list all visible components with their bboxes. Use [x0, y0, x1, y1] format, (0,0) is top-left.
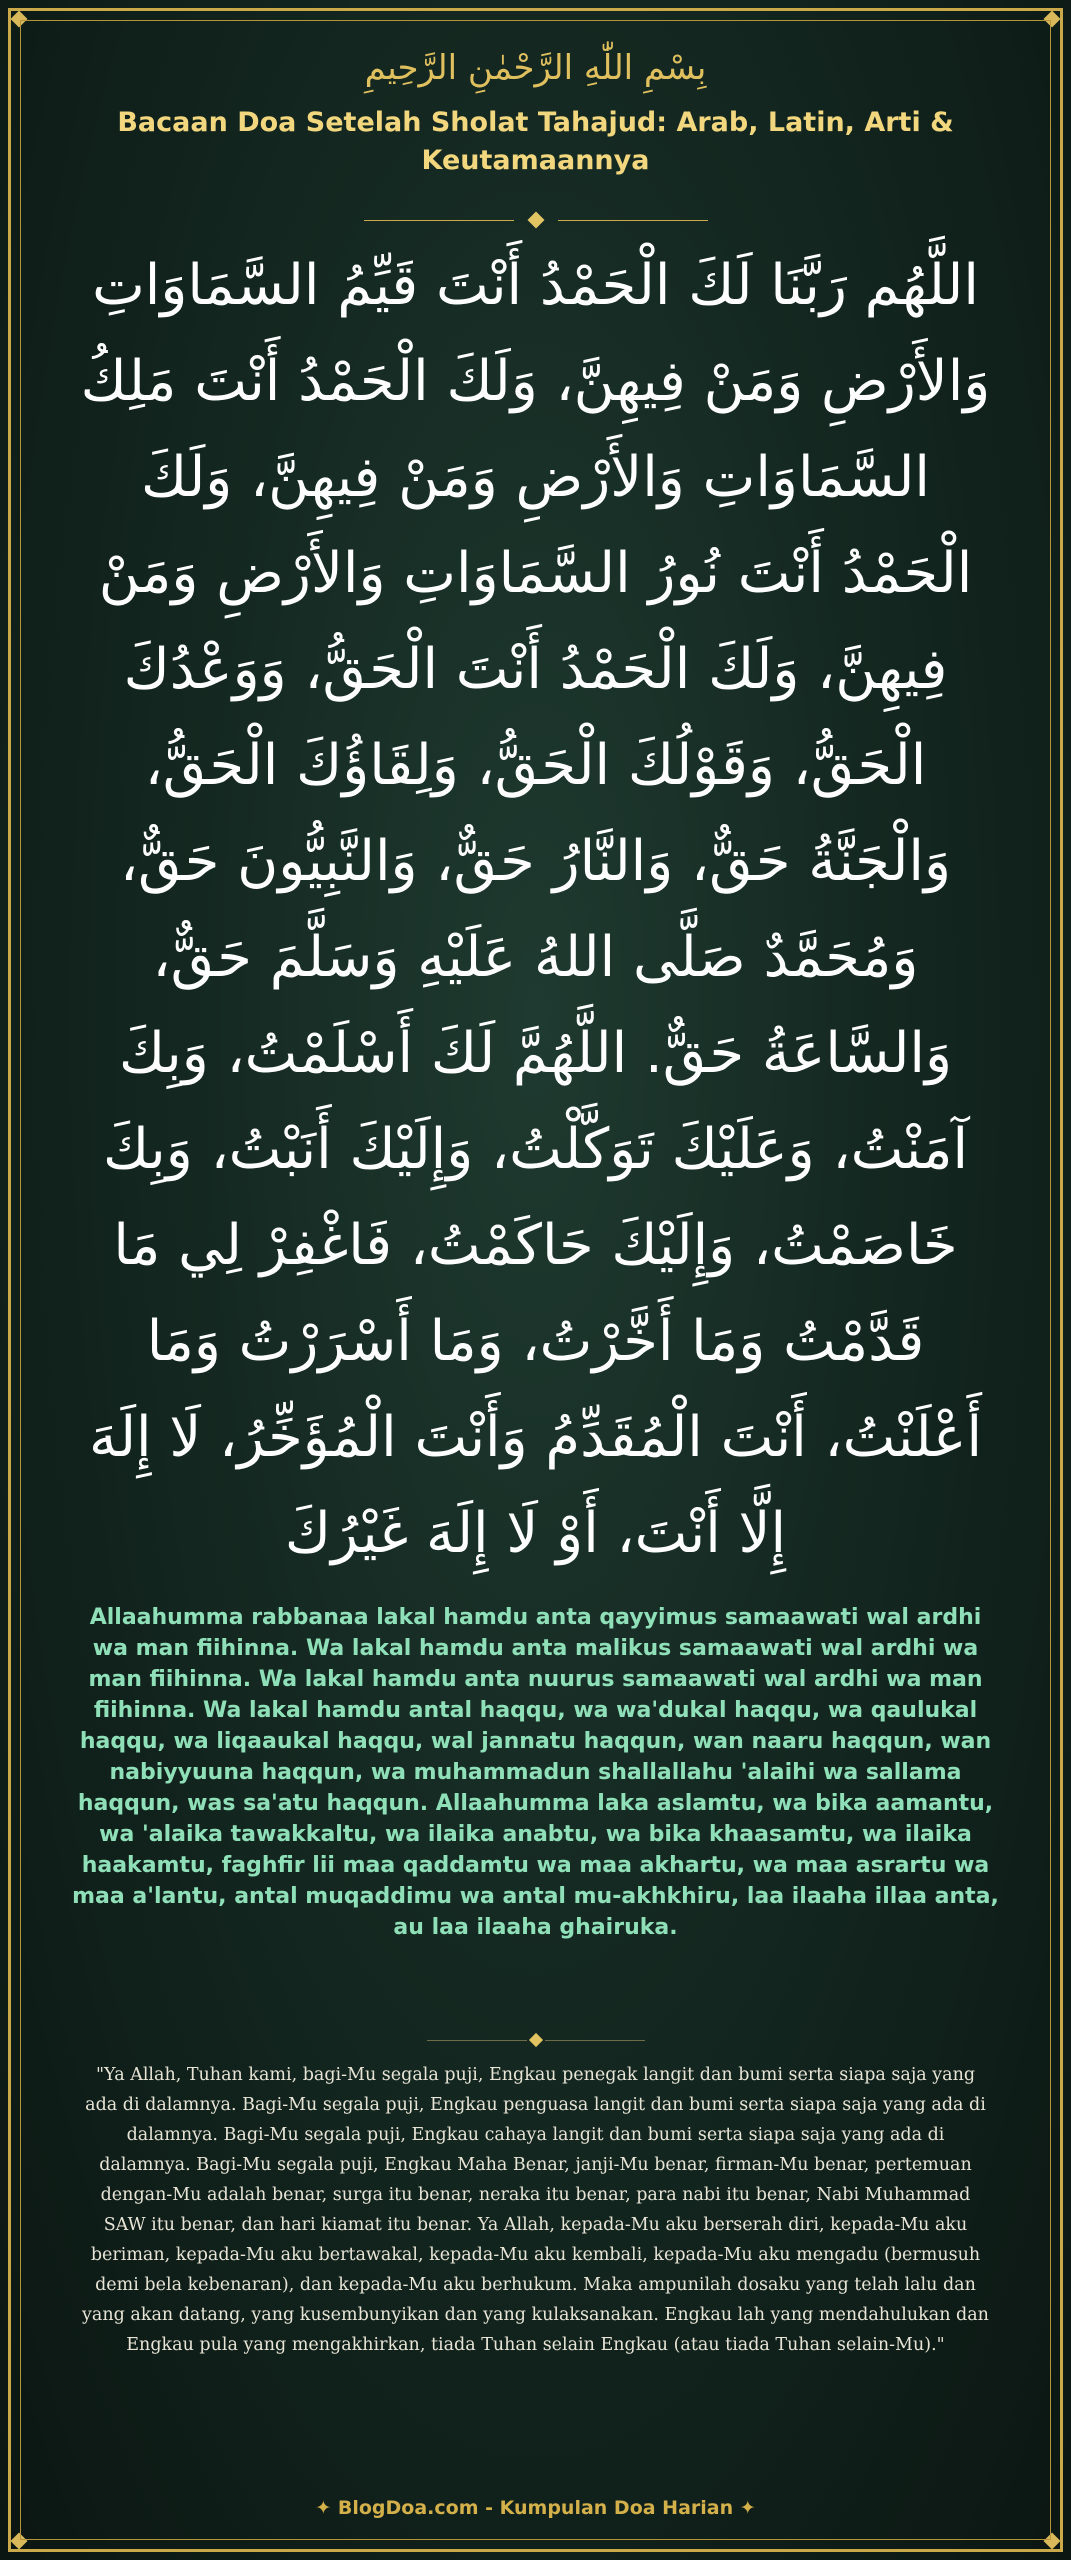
latin-transliteration: Allaahumma rabbanaa lakal hamdu anta qayyimus samaawati wal ardhi wa man fiihinna. Wa lakal hamdu anta malikus samaawati wal ardhi wa man fiihinna. Wa lakal hamdu anta nuurus samaawati wal ardhi wa man fiihinna. Wa lakal hamdu antal haqqu, wa wa'dukal haqqu, wa qaulukal haqqu, wa liqaaukal haqqu, wal jannatu haqqun, wan naaru haqqun, wan nabiyyuuna haqqun, wa muhammadun shallallahu 'alaihi wa sallama haqqun, was sa'atu haqqun. Allaahumma laka aslamtu, wa bika aamantu, wa 'alaika tawakkaltu, wa ilaika anabtu, wa bika khaasamtu, wa ilaika haakamtu, faghfir lii maa qaddamtu wa maa akhartu, wa maa asrartu wa maa a'lantu, antal muqaddimu wa antal mu-akhkhiru, laa ilaaha illaa anta, au laa ilaaha ghairuka. [72, 1605, 999, 1940]
arabic-prayer-text: اللَّهُم رَبَّنَا لَكَ الْحَمْدُ أَنْتَ قَيِّمُ السَّمَاوَاتِ وَالأَرْضِ وَمَنْ فِيهِنَّ، وَلَكَ الْحَمْدُ أَنْتَ مَلِكُ السَّمَاوَاتِ وَالأَرْضِ وَمَنْ فِيهِنَّ، وَلَكَ الْحَمْدُ أَنْتَ نُورُ السَّمَاوَاتِ وَالأَرْضِ وَمَنْ فِيهِنَّ، وَلَكَ الْحَمْدُ أَنْتَ الْحَقُّ، وَوَعْدُكَ الْحَقُّ، وَقَوْلُكَ الْحَقُّ، وَلِقَاؤُكَ الْحَقُّ، وَالْجَنَّةُ حَقٌّ، وَالنَّارُ حَقٌّ، وَالنَّبِيُّونَ حَقٌّ، وَمُحَمَّدٌ صَلَّى اللهُ عَلَيْهِ وَسَلَّمَ حَقٌّ، وَالسَّاعَةُ حَقٌّ. اللَّهُمَّ لَكَ أَسْلَمْتُ، وَبِكَ آمَنْتُ، وَعَلَيْكَ تَوَكَّلْتُ، وَإِلَيْكَ أَنَبْتُ، وَبِكَ خَاصَمْتُ، وَإِلَيْكَ حَاكَمْتُ، فَاغْفِرْ لِي مَا قَدَّمْتُ وَمَا أَخَّرْتُ، وَمَا أَسْرَرْتُ وَمَا أَعْلَنْتُ، أَنْتَ الْمُقَدِّمُ وَأَنْتَ الْمُؤَخِّرُ، لَا إِلَهَ إِلَّا أَنْتَ، أَوْ لَا إِلَهَ غَيْرُكَ [80, 253, 991, 1566]
sparkle-icon: ✦ [739, 2497, 756, 2519]
footer-credit [0, 2497, 1071, 2519]
footer-text: BlogDoa.com - Kumpulan Doa Harian [337, 2497, 734, 2519]
ornament-divider [0, 2030, 1071, 2050]
bismillah-heading: بِسْمِ اللّٰهِ الرَّحْمٰنِ الرَّحِيمِ [364, 48, 707, 88]
diamond-icon [527, 212, 544, 229]
diamond-icon [528, 2033, 542, 2047]
translation-text: "Ya Allah, Tuhan kami, bagi-Mu segala puji, Engkau penegak langit dan bumi serta siapa saja yang ada di dalamnya. Bagi-Mu segala puji, Engkau penguasa langit dan bumi serta siapa saja yang ada di dalamnya. Bagi-Mu segala puji, Engkau cahaya langit dan bumi serta siapa saja yang ada di dalamnya. Bagi-Mu segala puji, Engkau Maha Benar, janji-Mu benar, firman-Mu benar, pertemuan dengan-Mu adalah benar, surga itu benar, neraka itu benar, para nabi itu benar, Nabi Muhammad SAW itu benar, dan hari kiamat itu benar. Ya Allah, kepada-Mu aku berserah diri, kepada-Mu aku beriman, kepada-Mu aku bertawakal, kepada-Mu aku kembali, kepada-Mu aku mengadu (bermusuh demi bela kebenaran), dan kepada-Mu aku berhukum. Maka ampunilah dosaku yang telah lalu dan yang akan datang, yang kusembunyikan dan yang kulaksanakan. Engkau lah yang mendahulukan dan Engkau pula yang mengakhirkan, tiada Tuhan selain Engkau (atau tiada Tuhan selain-Mu)." [82, 2065, 989, 2355]
ornament-divider [0, 210, 1071, 230]
page-title: Bacaan Doa Setelah Sholat Tahajud: Arab, Latin, Arti & Keutamaannya [117, 107, 954, 176]
sparkle-icon: ✦ [315, 2497, 332, 2519]
